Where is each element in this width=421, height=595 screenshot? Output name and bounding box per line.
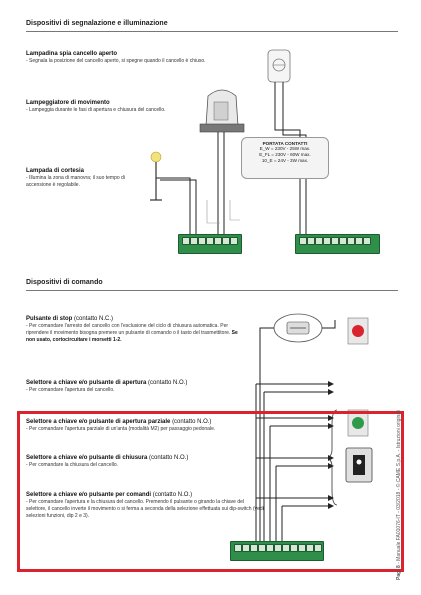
item-desc: - Per comandare l'apertura del cancello. xyxy=(26,387,115,393)
contact-type: (contatto N.C.) xyxy=(74,316,114,322)
footer-text: - Manuale FA01076-IT - 03/2018 - © CAME S.p.A. - Istruzioni originali xyxy=(396,409,402,566)
contact-type: (contatto N.O.) xyxy=(172,419,212,425)
item-title xyxy=(26,315,241,323)
item-title-text: Selettore a chiave e/o pulsante di apertura xyxy=(26,380,147,386)
item-open-selector xyxy=(26,379,241,394)
terminal-screw xyxy=(331,237,339,245)
section-title-command: Dispositivi di comando xyxy=(26,279,103,286)
terminal-screw xyxy=(206,237,214,245)
terminal-block-1 xyxy=(178,234,242,254)
item-desc: - Illumina la zona di manovra; il suo tempo di accensione è regolabile. xyxy=(26,175,125,188)
terminal-screw xyxy=(230,237,238,245)
stop-button-icon xyxy=(274,314,322,342)
section-divider xyxy=(26,290,398,291)
terminal-screw xyxy=(363,237,371,245)
item-title: Lampada di cortesia xyxy=(26,168,85,174)
item-title-text: Selettore a chiave e/o pulsante di apertura parziale xyxy=(26,419,171,425)
lamp-icon xyxy=(268,50,290,82)
terminal-screw xyxy=(315,237,323,245)
item-title xyxy=(26,379,241,387)
item-title: Lampeggiatore di movimento xyxy=(26,100,110,106)
item-courtesy-light xyxy=(26,167,146,189)
terminal-screw xyxy=(355,237,363,245)
item-note: Se non usato, cortocircuitare i morsetti 1-2. xyxy=(26,330,238,343)
item-title-text: Pulsante di stop xyxy=(26,316,73,322)
section-divider xyxy=(26,31,398,32)
item-title-text: Selettore a chiave e/o pulsante per comandi xyxy=(26,492,152,498)
terminal-block-2 xyxy=(295,234,380,254)
item-desc-text: - Per comandare l'arresto del cancello con l'esclusione del ciclo di chiusura automatica. Per riprendere il movimento bisogna premere un pulsante di comando o il tasto del trasmettitore. xyxy=(26,323,231,336)
contact-rating-row: 10_E = 24V - 3W max. xyxy=(261,158,309,163)
contact-rating-row: E_FL = 230V - 60W max. xyxy=(259,152,311,157)
contact-type: (contatto N.O.) xyxy=(148,380,188,386)
item-desc: - Lampeggia durante le fasi di apertura e chiusura del cancello. xyxy=(26,107,166,113)
item-desc: - Per comandare la chiusura del cancello. xyxy=(26,462,118,468)
item-title-text: Selettore a chiave e/o pulsante di chiusura xyxy=(26,455,148,461)
page-footer xyxy=(396,330,402,580)
terminal-screw xyxy=(323,237,331,245)
item-stop-button xyxy=(26,315,241,344)
terminal-screw xyxy=(182,237,190,245)
terminal-screw xyxy=(347,237,355,245)
item-desc xyxy=(26,323,241,344)
contact-rating-box xyxy=(241,137,329,179)
contact-rating-row: E_W = 230V - 25W max. xyxy=(259,146,311,151)
section-title-signal: Dispositivi di segnalazione e illuminazione xyxy=(26,20,168,27)
terminal-screw xyxy=(190,237,198,245)
contact-rating-header: PORTATA CONTATTI xyxy=(262,141,308,146)
terminal-screw xyxy=(307,237,315,245)
item-title: Lampadina spia cancello aperto xyxy=(26,51,118,57)
contact-type: (contatto N.O.) xyxy=(149,455,189,461)
highlight-frame xyxy=(17,411,404,572)
item-desc: - Per comandare l'apertura e la chiusura del cancello. Premendo il pulsante o girando la chiave del selettore, il cancello inverte il movimento o si ferma a seconda della selezione effettuata sui dip-switch (vedi selezioni funzioni, dip 2 e 3). xyxy=(26,499,264,519)
terminal-screw xyxy=(299,237,307,245)
terminal-screw xyxy=(214,237,222,245)
emergency-stop-icon xyxy=(348,318,368,344)
terminal-screw xyxy=(222,237,230,245)
flashing-light-icon xyxy=(200,90,244,132)
terminal-screw xyxy=(198,237,206,245)
courtesy-lamp-icon xyxy=(150,152,162,200)
item-desc: - Per comandare l'apertura parziale di un'anta (modalità M2) per passaggio pedonale. xyxy=(26,426,216,432)
footer-page: Pag. 8 xyxy=(396,565,402,580)
item-desc: - Segnala la posizione del cancello aperto, si spegne quando il cancello è chiuso. xyxy=(26,58,206,64)
terminal-screw xyxy=(339,237,347,245)
contact-type: (contatto N.O.) xyxy=(152,492,193,498)
